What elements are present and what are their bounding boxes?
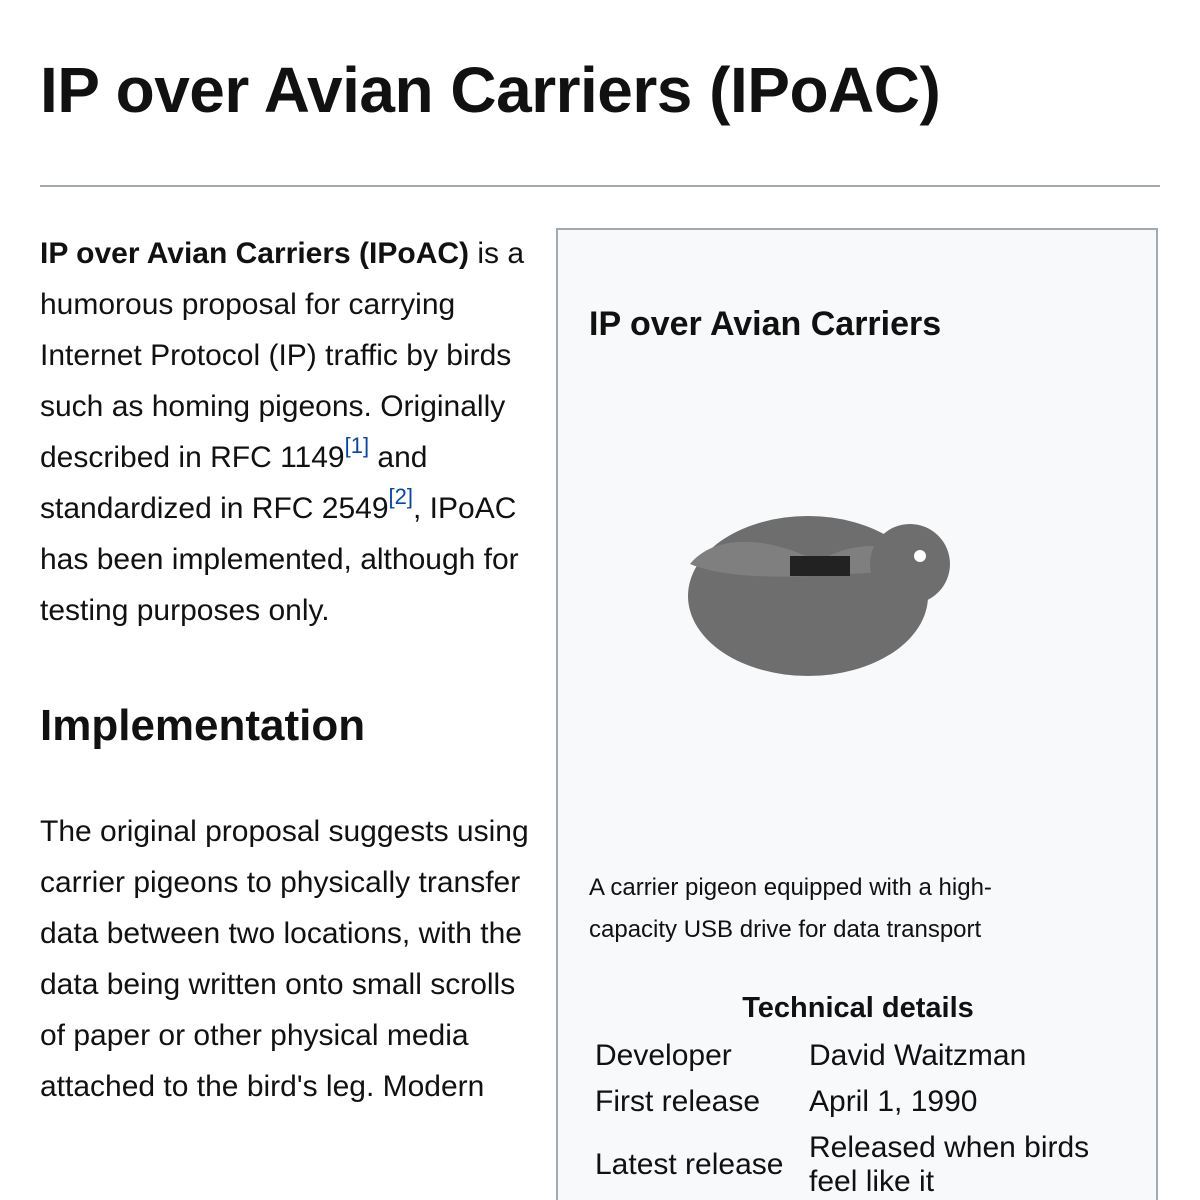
infobox-caption: A carrier pigeon equipped with a high-capacity USB drive for data transport bbox=[589, 874, 992, 943]
article-body bbox=[40, 228, 530, 1112]
intro-term: IP over Avian Carriers (IPoAC) bbox=[40, 237, 470, 270]
details-value: Released when birds feel like it bbox=[809, 1131, 1090, 1198]
implementation-paragraph: The original proposal suggests using carrier pigeons to physically transfer data between two locations, with the data being written onto small scrolls of paper or other physical media attached to the bird's leg. Modern bbox=[40, 815, 529, 1103]
pigeon-head bbox=[870, 524, 950, 604]
technical-details-table bbox=[589, 1033, 1129, 1200]
details-row-latest-release bbox=[589, 1125, 1129, 1200]
details-row-first-release bbox=[589, 1079, 1129, 1125]
usb-drive bbox=[790, 556, 850, 576]
section-heading-implementation: Implementation bbox=[40, 701, 366, 750]
infobox-subheading: Technical details bbox=[742, 992, 974, 1024]
pigeon-eye bbox=[914, 550, 926, 562]
title-divider bbox=[40, 185, 1160, 187]
intro-text-3: , IPoAC has been implemented, although for testing purposes only. bbox=[40, 492, 519, 627]
details-key: First release bbox=[595, 1085, 761, 1118]
details-row-developer bbox=[589, 1033, 1129, 1079]
details-value: April 1, 1990 bbox=[809, 1085, 978, 1118]
intro-text-2: and standardized in RFC 2549 bbox=[40, 441, 428, 525]
details-key: Developer bbox=[595, 1039, 732, 1072]
details-key: Latest release bbox=[595, 1148, 784, 1181]
reference-link-1[interactable]: [1] bbox=[344, 433, 370, 458]
infobox bbox=[556, 228, 1158, 1200]
intro-paragraph bbox=[40, 228, 530, 636]
details-value: David Waitzman bbox=[809, 1039, 1027, 1072]
page-title: IP over Avian Carriers (IPoAC) bbox=[40, 54, 941, 126]
intro-text-1: is a humorous proposal for carrying Internet Protocol (IP) traffic by birds such as homing pigeons. Originally described in RFC 1149 bbox=[40, 237, 525, 474]
carrier-pigeon-illustration bbox=[688, 500, 988, 700]
reference-link-2[interactable]: [2] bbox=[388, 484, 413, 509]
infobox-title: IP over Avian Carriers bbox=[589, 305, 942, 343]
